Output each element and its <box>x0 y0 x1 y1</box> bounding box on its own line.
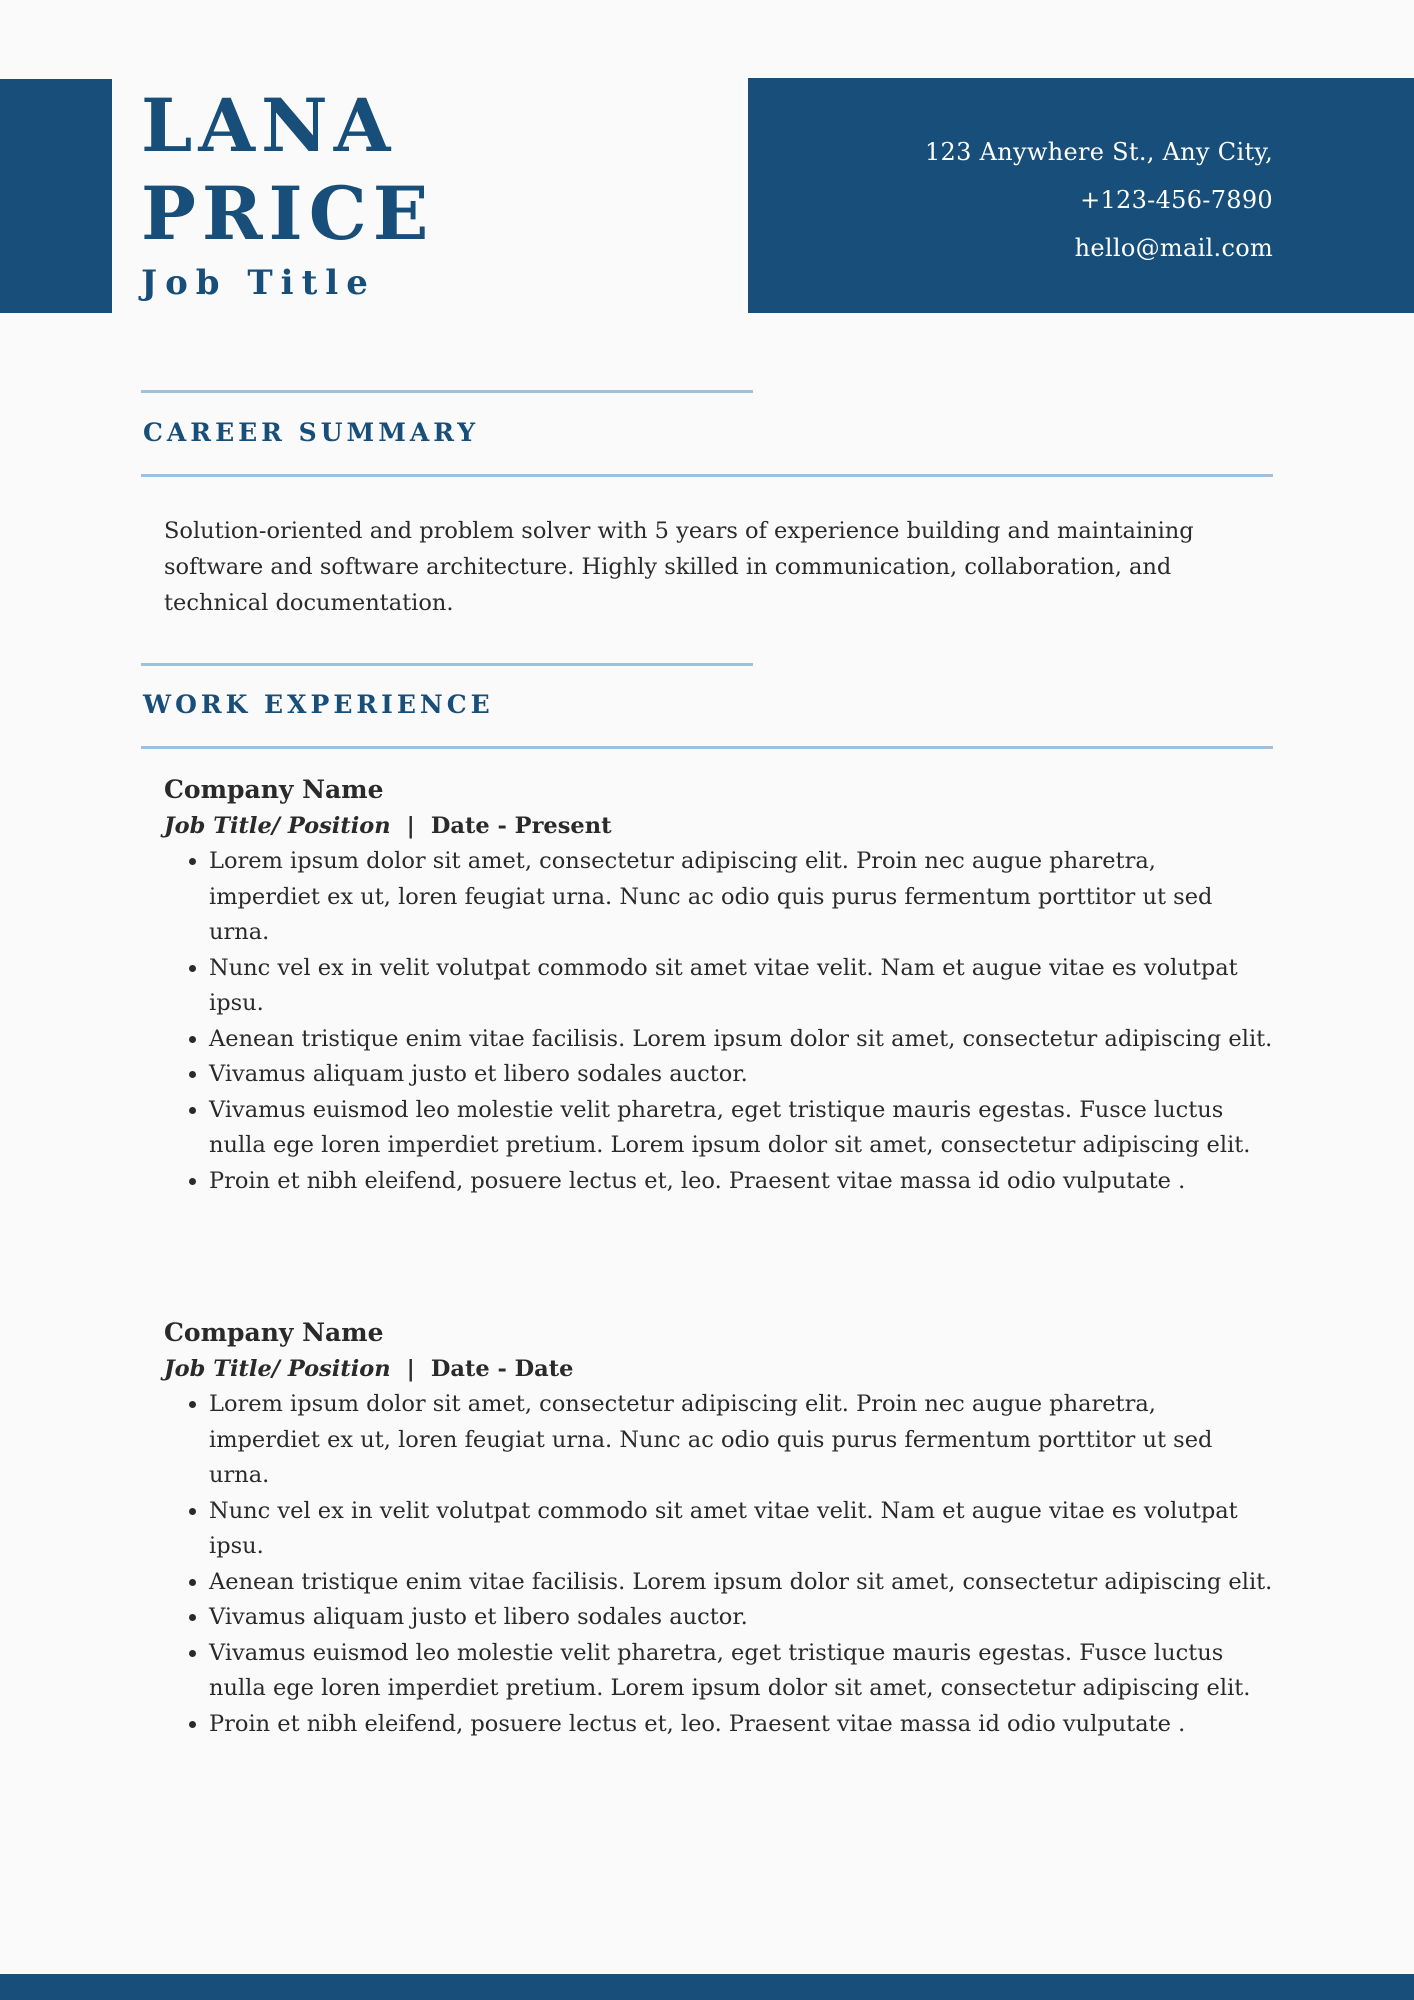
work-experience-heading: WORK EXPERIENCE <box>143 690 494 719</box>
list-item: • Nunc vel ex in velit volutpat commodo sit amet vitae velit. Nam et augue vitae es volutpat ipsu. <box>209 951 1274 1022</box>
job-position: Job Title/ Position <box>164 1356 391 1382</box>
list-item: • Lorem ipsum dolor sit amet, consectetur adipiscing elit. Proin nec augue pharetra, imperdiet ex ut, loren feugiat urna. Nunc ac odio quis purus fermentum porttitor ut sed urna. <box>209 1387 1274 1494</box>
job-entry-1 <box>164 772 1274 1199</box>
job-entry-2 <box>164 1315 1274 1742</box>
position-separator: | <box>406 1356 415 1382</box>
list-item: • Proin et nibh eleifend, posuere lectus et, leo. Praesent vitae massa id odio vulputate . <box>209 1707 1274 1743</box>
list-item: • Proin et nibh eleifend, posuere lectus et, leo. Praesent vitae massa id odio vulputate . <box>209 1164 1274 1200</box>
company-name: Company Name <box>164 775 384 804</box>
list-item: • Nunc vel ex in velit volutpat commodo sit amet vitae velit. Nam et augue vitae es volutpat ipsu. <box>209 1494 1274 1565</box>
job-bullets <box>164 1387 1274 1742</box>
header-job-title: Job Title <box>141 263 376 303</box>
job-position: Job Title/ Position <box>164 813 391 839</box>
list-item: • Aenean tristique enim vitae facilisis. Lorem ipsum dolor sit amet, consectetur adipiscing elit. <box>209 1022 1274 1058</box>
footer-bar <box>0 1974 1414 2000</box>
list-item: • Vivamus aliquam justo et libero sodales auctor. <box>209 1600 1274 1636</box>
career-summary-heading: CAREER SUMMARY <box>143 418 480 447</box>
job-position-line <box>164 808 1274 844</box>
experience-bottom-rule <box>141 746 1273 749</box>
summary-top-rule <box>141 390 753 393</box>
list-item: • Lorem ipsum dolor sit amet, consectetur adipiscing elit. Proin nec augue pharetra, imperdiet ex ut, loren feugiat urna. Nunc ac odio quis purus fermentum porttitor ut sed urna. <box>209 844 1274 951</box>
experience-top-rule <box>141 663 753 666</box>
career-summary-text: Solution-oriented and problem solver with 5 years of experience building and maintaining software and software architecture. Highly skilled in communication, collaboration, and technical documentation. <box>164 518 1194 616</box>
list-item: • Aenean tristique enim vitae facilisis. Lorem ipsum dolor sit amet, consectetur adipiscing elit. <box>209 1565 1274 1601</box>
job-bullets <box>164 844 1274 1199</box>
position-separator: | <box>406 813 415 839</box>
header-accent-block <box>0 79 112 313</box>
company-name: Company Name <box>164 1318 384 1347</box>
first-name: LANA <box>141 83 397 169</box>
list-item: • Vivamus euismod leo molestie velit pharetra, eget tristique mauris egestas. Fusce luctus nulla ege loren imperdiet pretium. Lorem ipsum dolor sit amet, consectetur adipiscing elit. <box>209 1636 1274 1707</box>
job-position-line <box>164 1351 1274 1387</box>
contact-phone: +123-456-7890 <box>1080 186 1273 214</box>
last-name: PRICE <box>141 171 435 257</box>
list-item: • Vivamus euismod leo molestie velit pharetra, eget tristique mauris egestas. Fusce luctus nulla ege loren imperdiet pretium. Lorem ipsum dolor sit amet, consectetur adipiscing elit. <box>209 1093 1274 1164</box>
summary-bottom-rule <box>141 474 1273 477</box>
list-item: • Vivamus aliquam justo et libero sodales auctor. <box>209 1057 1274 1093</box>
contact-email: hello@mail.com <box>1074 234 1273 262</box>
candidate-name <box>141 82 434 258</box>
contact-info <box>925 128 1273 272</box>
job-dates: Date - Present <box>430 813 612 839</box>
job-dates: Date - Date <box>430 1356 574 1382</box>
contact-address: 123 Anywhere St., Any City, <box>924 138 1273 166</box>
